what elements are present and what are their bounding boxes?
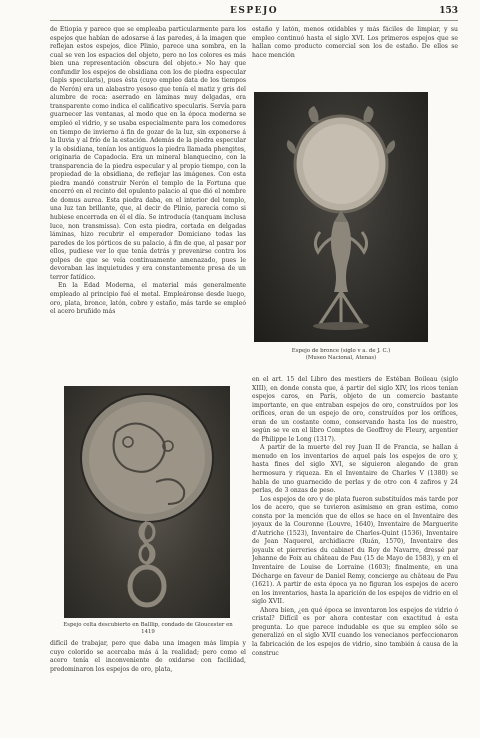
- paragraph: difícil de trabajar, pero que daba una imagen más limpia y cuyo colorido se acercaba más á la realidad; pero como el acero tenía el inconveniente de oxidarse con facilidad, predominaron los espejos de oro, plata,: [50, 640, 246, 673]
- column-right-top: [252, 26, 458, 90]
- caption-line-2: (Museo Nacional, Atenas): [305, 355, 377, 361]
- figure-celtic-mirror: [64, 386, 230, 618]
- paragraph: estaño y latón, menos oxidables y más fáciles de limpiar, y su empleo continuó hasta el siglo XVI. Los primeros espejos que se hallan como producto comercial son los de estaño. De ellos se hace mención: [252, 26, 458, 59]
- caption-bronze-mirror: [256, 348, 426, 362]
- page-header: [50, 6, 458, 21]
- standing-mirror-illustration-icon: [254, 92, 428, 342]
- paragraph: En la Edad Moderna, el material más generalmente empleado al principio fué el metal. Empleáronse desde luego, oro, plata, bronce, latón, cobre y estaño, más tarde se empleó el acero bruñido más: [50, 282, 246, 316]
- column-right-bottom: [252, 376, 458, 712]
- running-title: ESPEJO: [229, 6, 279, 16]
- photo-celtic-mirror: [64, 386, 230, 618]
- paragraph: Los espejos de oro y de plata fueron substituídos más tarde por los de acero, que se tuvieron asimismo en gran estima, como consta por la mención que de ellos se hace en el Inventaire des joyaux de la Couronne (Louvre, 1640), Inventaire de Marguerite d'Autriche (1523), Inventaire de Charles-Quint (1536), Inventaire de Jean Naquerel, archidiacre (Ruán, 1570), Inventaire des joyaulx et pierreries du cabinet du Roy de Navarre, dressé par Jehanne de Foix au château de Pau (15 de Mayo de 1583), y en el Inventaire de Louise de Lorraine (1603); finalmente, en una Décharge en faveur de Daniel Remy, concierge au château de Pau (1621). A partir de esta época ya no figuran los espejos de acero en los inventarios, hasta la aparición de los espejos de vidrio en el siglo XVII.: [252, 495, 458, 606]
- paragraph: en el art. 15 del Libro des mestiers de Estéban Boileau (siglo XIII), en donde consta que, á partir del siglo XIV, los ricos tenían espejos caros, en París, objeto de un comercio bastante importante, en que entraban espejos de oro, construídos por los orífices, eran de un espejo de oro, construídos por los orífices, eran de un costante como, conservando hasta los de nuestro, según se ve en el libro Comptes de Geoffroy de Fleury, argentier de Philippe le Long (1317).: [252, 376, 458, 443]
- caption-celtic-mirror: Espejo celta descubierto en Balllip, condado de Gloucester en 1419: [63, 622, 233, 635]
- column-left-bottom: [50, 640, 246, 710]
- photo-bronze-mirror: [254, 92, 428, 342]
- column-left-top: [50, 26, 246, 380]
- page-number: 153: [439, 6, 458, 16]
- mirror-illustration-icon: [64, 386, 230, 618]
- paragraph: de Etiopía y parece que se empleaba particularmente para los espejos que habían de adosarse á las paredes, á la imagen que reflejan estos espejos, dice Plinio, parece una sombra, en la cual se ven los espacios del objeto, pero no los colores es más bien una representación obscura del objeto.» No hay que confundir los espejos de obsidiana con los de piedra especular (lapis specularis), pues ésta (cuyo empleo data de los tiempos de Nerón) era un alabastro yesoso que tenía el matiz y gris del alumbre de roca: aserrado en láminas muy delgadas, era transparente como indica el calificativo specularis. Servía para guarnecer las ventanas, al modo que en la época moderna se empleó el vidrio, y se usaba especialmente para los comedores en tiempo de invierno á fin de gozar de la luz, sin exponerse á la lluvia y al frío de la estación. Además de la piedra especular y la obsidiana, tenían los antiguos la piedra llamada phengites, originaria de Capadocia. Era un mineral blanquecino, con la transparencia de la piedra especular y al propio tiempo, con la propiedad de la obsidiana, de reflejar las imágenes. Con esta piedra mandó construir Nerón el templo de la Fortuna que encerró en el recinto del opulento palacio al que dió el nombre de domus aurea. Esta piedra daba, en el interior del templo, una luz tan brillante, que, al decir de Plinio, parecía como si hubiese encerrada en él el día. Se introducía (tanquam inclusa luce, non transmissa). Con esta piedra, cortada en delgadas láminas, hizo recubrir el emperador Domiciano todas las paredes de los pórticos de su palacio, á fin de que, al pasar por ellos, pudiese ver lo que tenía detrás y prevenirse contra los golpes de que se veía continuamente amenazado, pues le devoraban las inquietudes y era constantemente presa de un terror fatídico.: [50, 26, 246, 281]
- figure-bronze-mirror: [254, 92, 428, 342]
- paragraph: Ahora bien, ¿en qué época se inventaron los espejos de vidrio ó cristal? Difícil es por ahora contestar con exactitud á esta pregunta. Lo que parece indudable es que su empleo sólo se generalizó en el siglo XVII cuando los venecianos perfeccionaron la fabricación de los espejos de vidrio, sino también á causa de la construc: [252, 606, 458, 657]
- caption-line-1: Espejo de bronce (siglo v a. de J. C.): [291, 348, 391, 354]
- paragraph: A partir de la muerte del rey Juan II de Francia, se hallan á menudo en los inventarios de aquel país los espejos de oro y, hasta fines del siglo XVI, se siguieron alegando de gran hermosura y riqueza. En el Inventaire de Charles V (1380) se habla de uno guarnecido de perlas y de otro con 4 zafiros y 24 perlas, de 3 onzas de peso.: [252, 444, 458, 495]
